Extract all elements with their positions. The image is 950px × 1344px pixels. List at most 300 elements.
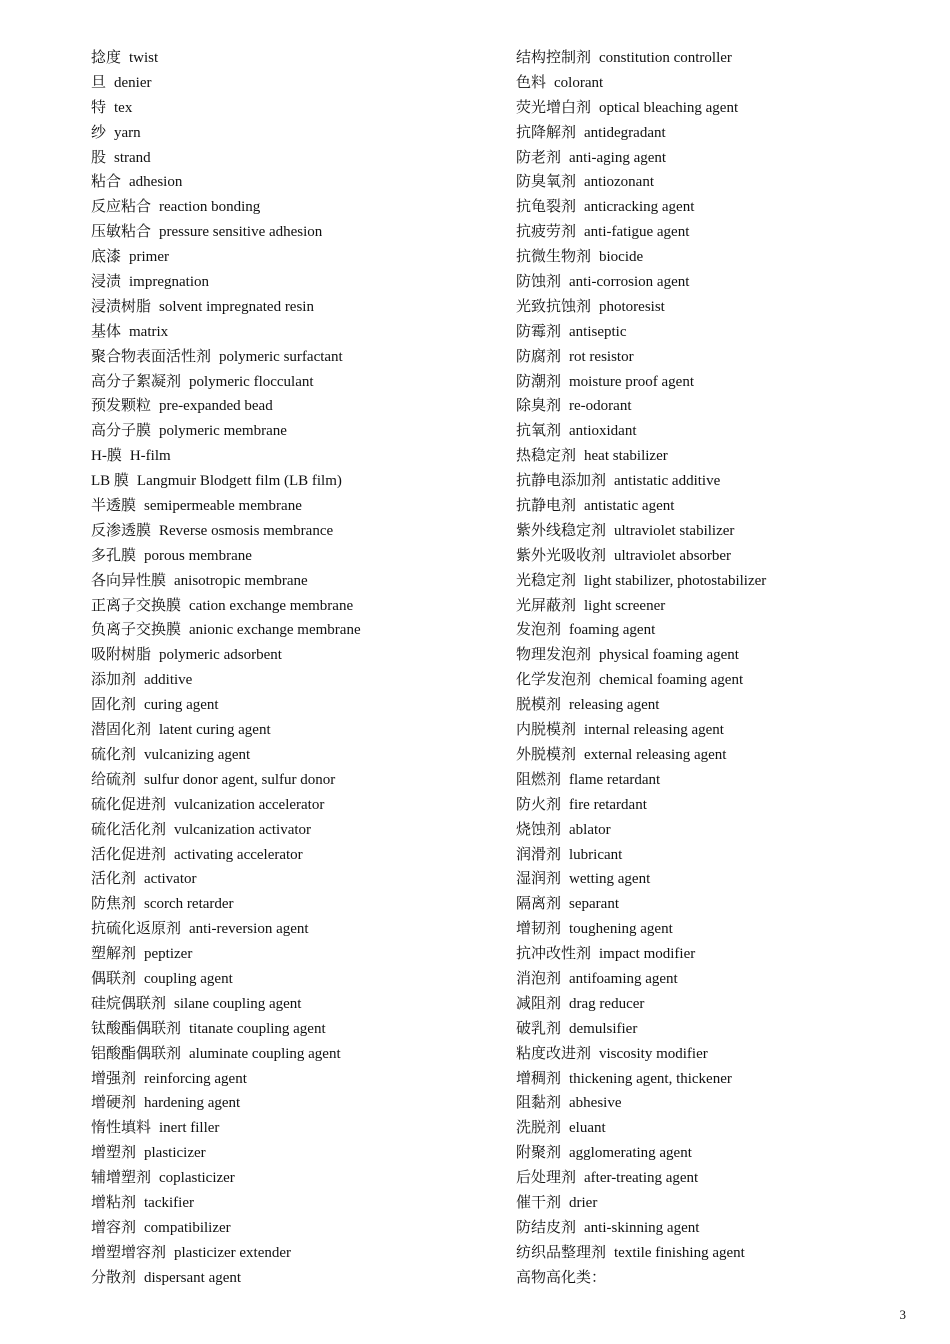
term-english: light screener	[584, 597, 666, 614]
term-english: peptizer	[144, 946, 193, 963]
term-chinese: 增塑增容剂	[91, 1244, 167, 1261]
term-english: H-film	[129, 448, 171, 465]
term-chinese: 增韧剂	[516, 921, 562, 938]
term-chinese: 防结皮剂	[516, 1219, 577, 1236]
glossary-entry	[516, 992, 916, 1017]
glossary-entry	[91, 867, 491, 892]
glossary-entry	[91, 320, 491, 345]
term-english: light stabilizer, photostabilizer	[584, 572, 767, 589]
glossary-entry	[516, 818, 916, 843]
term-english: coplasticizer	[159, 1170, 235, 1187]
term-chinese: 内脱模剂	[516, 722, 577, 739]
term-english: impact modifier	[599, 946, 696, 963]
glossary-entry	[91, 519, 491, 544]
term-chinese: 物理发泡剂	[516, 647, 592, 664]
glossary-entry	[516, 494, 916, 519]
glossary-entry	[516, 867, 916, 892]
term-chinese: 发泡剂	[516, 622, 562, 639]
glossary-entry	[516, 1166, 916, 1191]
glossary-entry	[91, 71, 491, 96]
term-chinese: 惰性填料	[91, 1120, 152, 1137]
term-english: curing agent	[144, 697, 219, 714]
term-chinese: 光致抗蚀剂	[516, 298, 592, 315]
term-chinese: 防老剂	[516, 149, 562, 166]
term-english: ultraviolet stabilizer	[614, 522, 735, 539]
glossary-entry	[516, 917, 916, 942]
glossary-entry	[516, 146, 916, 171]
term-english: impregnation	[129, 274, 209, 291]
term-chinese: 抗静电剂	[516, 498, 577, 515]
glossary-entry	[516, 1266, 916, 1291]
glossary-entry	[516, 544, 916, 569]
glossary-entry	[516, 1116, 916, 1141]
glossary-entry	[516, 1141, 916, 1166]
glossary-entry	[91, 419, 491, 444]
glossary-entry	[91, 942, 491, 967]
term-chinese: 附聚剂	[516, 1145, 562, 1162]
glossary-entry	[91, 494, 491, 519]
term-chinese: 增强剂	[91, 1070, 137, 1087]
term-chinese: 除臭剂	[516, 398, 562, 415]
glossary-entry	[516, 1241, 916, 1266]
term-english: thickening agent, thickener	[569, 1070, 732, 1087]
term-chinese: 结构控制剂	[516, 50, 592, 66]
term-english: releasing agent	[569, 697, 660, 714]
term-english: physical foaming agent	[599, 647, 739, 664]
term-chinese: 捻度	[91, 50, 122, 66]
term-english: vulcanization activator	[174, 821, 312, 838]
term-chinese: 活化剂	[91, 871, 137, 888]
term-english: heat stabilizer	[584, 448, 668, 465]
glossary-entry	[516, 270, 916, 295]
glossary-entry	[91, 917, 491, 942]
term-english: chemical foaming agent	[599, 672, 744, 689]
glossary-entry	[516, 370, 916, 395]
term-chinese: 防蚀剂	[516, 274, 562, 291]
term-english: foaming agent	[569, 622, 656, 639]
term-chinese: 高分子絮凝剂	[91, 373, 182, 390]
glossary-entry	[516, 892, 916, 917]
term-english: Langmuir Blodgett film (LB film)	[136, 473, 342, 490]
term-chinese: 增粘剂	[91, 1194, 137, 1211]
glossary-entry	[516, 121, 916, 146]
term-english: after-treating agent	[584, 1170, 699, 1187]
term-english: antistatic agent	[584, 498, 675, 515]
term-english: anti-skinning agent	[584, 1219, 700, 1236]
glossary-entry	[91, 1266, 491, 1291]
term-chinese: 防臭氧剂	[516, 174, 577, 191]
glossary-entry	[516, 295, 916, 320]
term-chinese: 高分子膜	[91, 423, 152, 440]
glossary-entry	[516, 942, 916, 967]
term-chinese: 防潮剂	[516, 373, 562, 390]
term-english: internal releasing agent	[584, 722, 724, 739]
term-chinese: 股	[91, 149, 107, 166]
term-chinese: 反应粘合	[91, 199, 152, 216]
term-english: ablator	[569, 821, 611, 838]
glossary-entry	[516, 1091, 916, 1116]
term-chinese: 固化剂	[91, 697, 137, 714]
term-english: rot resistor	[569, 348, 634, 365]
term-english: polymeric flocculant	[189, 373, 314, 390]
term-chinese: 增硬剂	[91, 1095, 137, 1112]
term-chinese: 硫化剂	[91, 746, 137, 763]
term-chinese: 脱模剂	[516, 697, 562, 714]
term-chinese: 增稠剂	[516, 1070, 562, 1087]
term-english: anisotropic membrane	[174, 572, 308, 589]
glossary-entry	[516, 220, 916, 245]
glossary-entry	[516, 444, 916, 469]
term-english: demulsifier	[569, 1020, 638, 1037]
glossary-entry	[91, 693, 491, 718]
term-english: pre-expanded bead	[159, 398, 273, 415]
term-chinese: 各向异性膜	[91, 572, 167, 589]
term-chinese: 纺织品整理剂	[516, 1244, 607, 1261]
term-english: tex	[114, 99, 133, 116]
term-chinese: 钛酸酯偶联剂	[91, 1020, 182, 1037]
term-chinese: 光屏蔽剂	[516, 597, 577, 614]
term-english: external releasing agent	[584, 746, 727, 763]
term-english: colorant	[554, 74, 604, 91]
glossary-entry	[516, 643, 916, 668]
term-chinese: 烧蚀剂	[516, 821, 562, 838]
term-chinese: H-膜	[91, 448, 122, 465]
term-chinese: 湿润剂	[516, 871, 562, 888]
term-chinese: 紫外光吸收剂	[516, 547, 607, 564]
term-chinese: 抗静电添加剂	[516, 473, 607, 490]
glossary-entry	[516, 1017, 916, 1042]
term-english: abhesive	[569, 1095, 622, 1112]
glossary-entry	[91, 96, 491, 121]
glossary-entry	[516, 668, 916, 693]
glossary-entry	[516, 394, 916, 419]
term-chinese: 压敏粘合	[91, 224, 152, 241]
glossary-left-column	[91, 46, 491, 1291]
term-english: twist	[129, 50, 159, 66]
term-english: anti-reversion agent	[189, 921, 309, 938]
glossary-entry	[91, 743, 491, 768]
term-english: moisture proof agent	[569, 373, 694, 390]
glossary-entry	[91, 992, 491, 1017]
term-english: antifoaming agent	[569, 970, 678, 987]
term-chinese: 预发颗粒	[91, 398, 152, 415]
glossary-entry	[516, 46, 916, 71]
term-english: anti-aging agent	[569, 149, 667, 166]
term-chinese: 正离子交换膜	[91, 597, 182, 614]
glossary-entry	[91, 121, 491, 146]
term-chinese: 粘合	[91, 174, 122, 191]
glossary-entry	[516, 345, 916, 370]
term-chinese: 活化促进剂	[91, 846, 167, 863]
term-english: antiozonant	[584, 174, 654, 191]
glossary-entry	[91, 1116, 491, 1141]
term-chinese: 抗冲改性剂	[516, 946, 592, 963]
term-english: matrix	[129, 323, 169, 340]
term-english: dispersant agent	[144, 1269, 242, 1286]
glossary-entry	[91, 668, 491, 693]
glossary-entry	[91, 843, 491, 868]
term-english: fire retardant	[569, 796, 647, 813]
glossary-entry	[516, 96, 916, 121]
term-chinese: 浸渍	[91, 274, 122, 291]
term-chinese: 抗降解剂	[516, 124, 577, 141]
glossary-entry	[516, 768, 916, 793]
term-chinese: 化学发泡剂	[516, 672, 592, 689]
glossary-entry	[516, 718, 916, 743]
page-number: 3	[899, 1307, 906, 1322]
term-english: denier	[114, 74, 152, 91]
term-chinese: 半透膜	[91, 498, 137, 515]
term-chinese: 阻黏剂	[516, 1095, 562, 1112]
glossary-entry	[91, 569, 491, 594]
term-english: strand	[114, 149, 151, 166]
term-chinese: 潜固化剂	[91, 722, 152, 739]
glossary-entry	[516, 793, 916, 818]
term-english: wetting agent	[569, 871, 651, 888]
term-chinese: 特	[91, 99, 107, 116]
term-chinese: 润滑剂	[516, 846, 562, 863]
glossary-entry	[91, 170, 491, 195]
term-chinese: 吸附树脂	[91, 647, 152, 664]
term-english: anticracking agent	[584, 199, 695, 216]
term-chinese: 基体	[91, 323, 122, 340]
term-english: hardening agent	[144, 1095, 241, 1112]
term-english: polymeric surfactant	[219, 348, 343, 365]
term-chinese: 抗龟裂剂	[516, 199, 577, 216]
glossary-entry	[516, 618, 916, 643]
glossary-entry	[91, 1216, 491, 1241]
glossary-entry	[91, 245, 491, 270]
term-english: antiseptic	[569, 323, 627, 340]
term-chinese: 聚合物表面活性剂	[91, 348, 212, 365]
term-english: solvent impregnated resin	[159, 298, 314, 315]
term-english: plasticizer extender	[174, 1244, 292, 1261]
term-english: porous membrane	[144, 547, 252, 564]
term-chinese: 多孔膜	[91, 547, 137, 564]
term-english: yarn	[114, 124, 141, 141]
term-english: drier	[569, 1194, 598, 1211]
glossary-entry	[516, 519, 916, 544]
term-english: titanate coupling agent	[189, 1020, 326, 1037]
term-chinese: 增塑剂	[91, 1145, 137, 1162]
glossary-entry	[91, 345, 491, 370]
glossary-entry	[516, 195, 916, 220]
glossary-entry	[516, 1042, 916, 1067]
glossary-entry	[91, 1042, 491, 1067]
term-english: anti-fatigue agent	[584, 224, 690, 241]
term-chinese: 负离子交换膜	[91, 622, 182, 639]
glossary-entry	[91, 1241, 491, 1266]
glossary-entry	[91, 370, 491, 395]
term-english: primer	[129, 249, 169, 266]
term-english: textile finishing agent	[614, 1244, 745, 1261]
glossary-entry	[91, 295, 491, 320]
glossary-entry	[91, 818, 491, 843]
term-chinese: 偶联剂	[91, 970, 137, 987]
term-chinese: 粘度改进剂	[516, 1045, 592, 1062]
term-chinese: 反渗透膜	[91, 522, 152, 539]
term-chinese: 辅增塑剂	[91, 1170, 152, 1187]
term-english: activator	[144, 871, 197, 888]
glossary-entry	[516, 594, 916, 619]
term-chinese: 阻燃剂	[516, 771, 562, 788]
term-chinese: 紫外线稳定剂	[516, 522, 607, 539]
term-chinese: 抗疲劳剂	[516, 224, 577, 241]
term-english: re-odorant	[569, 398, 632, 415]
glossary-entry	[91, 270, 491, 295]
glossary-entry	[91, 1091, 491, 1116]
term-english: silane coupling agent	[174, 995, 302, 1012]
glossary-entry	[91, 718, 491, 743]
glossary-entry	[91, 220, 491, 245]
glossary-entry	[516, 245, 916, 270]
term-chinese: 色料	[516, 74, 547, 91]
term-chinese: 添加剂	[91, 672, 137, 689]
term-english: adhesion	[129, 174, 183, 191]
glossary-entry	[91, 594, 491, 619]
term-english: sulfur donor agent, sulfur donor	[144, 771, 336, 788]
term-chinese: 硫化活化剂	[91, 821, 167, 838]
term-chinese: 纱	[91, 124, 107, 141]
glossary-entry	[91, 544, 491, 569]
term-chinese: 底漆	[91, 249, 122, 266]
term-english: antioxidant	[569, 423, 637, 440]
glossary-entry	[516, 170, 916, 195]
glossary-entry	[91, 643, 491, 668]
term-chinese: 硅烷偶联剂	[91, 995, 167, 1012]
term-english: agglomerating agent	[569, 1145, 692, 1162]
term-english: anionic exchange membrane	[189, 622, 361, 639]
glossary-entry	[516, 1067, 916, 1092]
glossary-entry	[516, 967, 916, 992]
term-chinese: 抗硫化返原剂	[91, 921, 182, 938]
glossary-entry	[91, 793, 491, 818]
term-english: activating accelerator	[174, 846, 303, 863]
term-english: viscosity modifier	[599, 1045, 708, 1062]
term-chinese: 高物高化类：	[516, 1269, 607, 1286]
term-english: ultraviolet absorber	[614, 547, 732, 564]
glossary-entry	[91, 195, 491, 220]
term-english: drag reducer	[569, 995, 645, 1012]
glossary-entry	[91, 892, 491, 917]
glossary-entry	[91, 146, 491, 171]
glossary-entry	[516, 743, 916, 768]
term-english: plasticizer	[144, 1145, 206, 1162]
term-chinese: 硫化促进剂	[91, 796, 167, 813]
glossary-entry	[91, 967, 491, 992]
term-english: biocide	[599, 249, 644, 266]
term-english: eluant	[569, 1120, 606, 1137]
glossary-entry	[91, 1067, 491, 1092]
glossary-entry	[516, 71, 916, 96]
term-chinese: 分散剂	[91, 1269, 137, 1286]
term-english: reaction bonding	[159, 199, 261, 216]
term-chinese: 外脱模剂	[516, 746, 577, 763]
glossary-entry	[516, 569, 916, 594]
term-chinese: 塑解剂	[91, 946, 137, 963]
term-english: reinforcing agent	[144, 1070, 247, 1087]
term-english: compatibilizer	[144, 1219, 231, 1236]
glossary-entry	[516, 1191, 916, 1216]
term-chinese: 隔离剂	[516, 896, 562, 913]
term-english: cation exchange membrane	[189, 597, 354, 614]
term-english: antistatic additive	[614, 473, 721, 490]
glossary-entry	[516, 320, 916, 345]
term-chinese: 消泡剂	[516, 970, 562, 987]
glossary-entry	[91, 1166, 491, 1191]
term-chinese: 防霉剂	[516, 323, 562, 340]
glossary-entry	[516, 1216, 916, 1241]
glossary-entry	[516, 469, 916, 494]
term-chinese: 防焦剂	[91, 896, 137, 913]
term-english: constitution controller	[599, 50, 732, 66]
term-english: separant	[569, 896, 619, 913]
term-chinese: 防腐剂	[516, 348, 562, 365]
term-chinese: 后处理剂	[516, 1170, 577, 1187]
term-english: additive	[144, 672, 193, 689]
glossary-right-column	[516, 46, 916, 1291]
glossary-entry	[91, 618, 491, 643]
term-chinese: 给硫剂	[91, 771, 137, 788]
glossary-entry	[516, 843, 916, 868]
term-chinese: 光稳定剂	[516, 572, 577, 589]
term-english: anti-corrosion agent	[569, 274, 690, 291]
term-chinese: 铝酸酯偶联剂	[91, 1045, 182, 1062]
term-english: coupling agent	[144, 970, 233, 987]
term-chinese: 防火剂	[516, 796, 562, 813]
glossary-entry	[91, 1141, 491, 1166]
glossary-entry	[516, 419, 916, 444]
term-english: pressure sensitive adhesion	[159, 224, 323, 241]
term-english: scorch retarder	[144, 896, 234, 913]
term-english: vulcanization accelerator	[174, 796, 325, 813]
term-english: lubricant	[569, 846, 623, 863]
term-english: inert filler	[159, 1120, 220, 1137]
glossary-entry	[91, 469, 491, 494]
glossary-entry	[91, 1017, 491, 1042]
term-chinese: 洗脱剂	[516, 1120, 562, 1137]
term-english: semipermeable membrane	[144, 498, 302, 515]
term-chinese: 荧光增白剂	[516, 99, 592, 116]
term-english: aluminate coupling agent	[189, 1045, 341, 1062]
term-english: vulcanizing agent	[144, 746, 251, 763]
term-english: latent curing agent	[159, 722, 271, 739]
glossary-entry	[91, 444, 491, 469]
term-chinese: 旦	[91, 74, 107, 91]
term-english: optical bleaching agent	[599, 99, 739, 116]
term-chinese: 破乳剂	[516, 1020, 562, 1037]
glossary-entry	[91, 768, 491, 793]
term-english: polymeric adsorbent	[159, 647, 282, 664]
glossary-entry	[91, 394, 491, 419]
term-chinese: 浸渍树脂	[91, 298, 152, 315]
term-chinese: 抗氧剂	[516, 423, 562, 440]
glossary-entry	[516, 693, 916, 718]
term-english: polymeric membrane	[159, 423, 287, 440]
term-english: Reverse osmosis membrance	[159, 522, 334, 539]
glossary-entry	[91, 46, 491, 71]
term-english: toughening agent	[569, 921, 673, 938]
term-english: photoresist	[599, 298, 665, 315]
term-english: antidegradant	[584, 124, 666, 141]
term-english: flame retardant	[569, 771, 661, 788]
term-chinese: 减阻剂	[516, 995, 562, 1012]
term-chinese: 热稳定剂	[516, 448, 577, 465]
term-chinese: 增容剂	[91, 1219, 137, 1236]
term-english: tackifier	[144, 1194, 194, 1211]
term-chinese: 抗微生物剂	[516, 249, 592, 266]
term-chinese: 催干剂	[516, 1194, 562, 1211]
